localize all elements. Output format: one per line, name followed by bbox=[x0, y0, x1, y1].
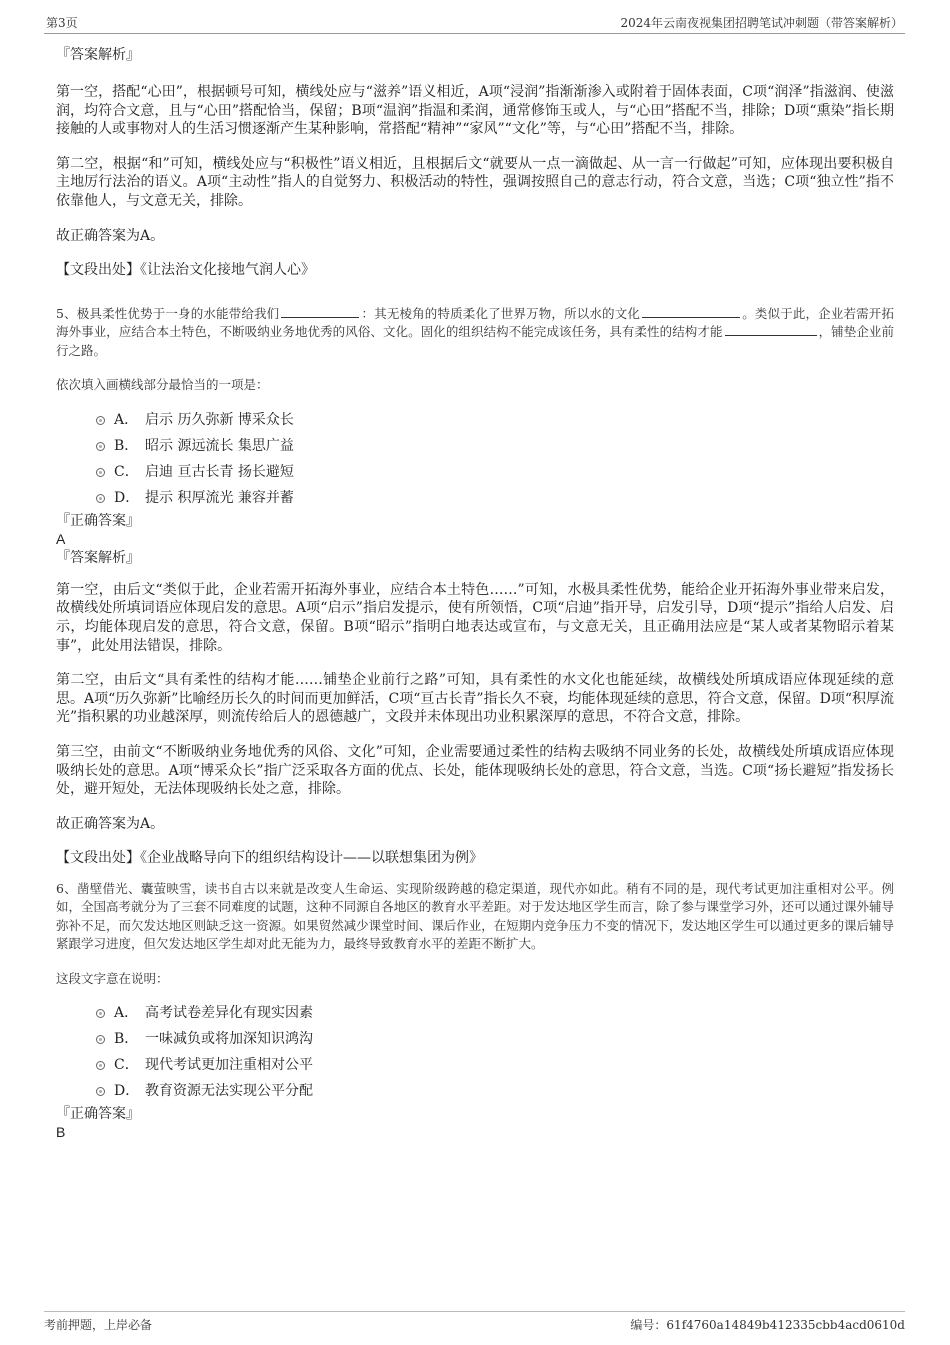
question-prompt: 依次填入画横线部分最恰当的一项是： bbox=[56, 377, 269, 393]
radio-icon[interactable] bbox=[96, 494, 105, 503]
option-d[interactable]: D． 提示 积厚流光 兼容并蓄 bbox=[96, 485, 894, 511]
answer-conclusion: 故正确答案为A。 bbox=[56, 815, 165, 832]
page-footer bbox=[44, 1311, 905, 1334]
document-title: 2024年云南夜视集团招聘笔试冲刺题（带答案解析） bbox=[620, 16, 903, 30]
option-c[interactable]: C． 现代考试更加注重相对公平 bbox=[96, 1052, 894, 1078]
document-id: 编号：61f4760a14849b412335cbb4acd0610d bbox=[630, 1318, 905, 1332]
correct-answer-value: A bbox=[56, 530, 66, 547]
radio-icon[interactable] bbox=[96, 1087, 105, 1096]
source-citation: 【文段出处】《让法治文化接地气润人心》 bbox=[56, 262, 315, 279]
source-citation: 【文段出处】《企业战略导向下的组织结构设计——以联想集团为例》 bbox=[56, 850, 483, 867]
option-d[interactable]: D． 教育资源无法实现公平分配 bbox=[96, 1078, 894, 1104]
fill-blank bbox=[725, 323, 817, 336]
option-a[interactable]: A． 高考试卷差异化有现实因素 bbox=[96, 1000, 894, 1026]
fill-blank bbox=[642, 305, 740, 318]
question-prompt: 这段文字意在说明： bbox=[56, 970, 169, 986]
question-6-options bbox=[96, 1000, 894, 1104]
correct-answer-heading: 『正确答案』 bbox=[56, 512, 140, 529]
analysis-heading: 『答案解析』 bbox=[56, 549, 140, 566]
radio-icon[interactable] bbox=[96, 416, 105, 425]
question-5-options bbox=[96, 407, 894, 511]
radio-icon[interactable] bbox=[96, 1009, 105, 1018]
radio-icon[interactable] bbox=[96, 442, 105, 451]
radio-icon[interactable] bbox=[96, 1061, 105, 1070]
correct-answer-heading: 『正确答案』 bbox=[56, 1106, 140, 1123]
radio-icon[interactable] bbox=[96, 1035, 105, 1044]
analysis-heading: 『答案解析』 bbox=[56, 47, 140, 63]
option-b[interactable]: B． 昭示 源远流长 集思广益 bbox=[96, 433, 894, 459]
option-a[interactable]: A． 启示 历久弥新 博采众长 bbox=[96, 407, 894, 433]
analysis-paragraph: 第一空，搭配“心田”，根据顿号可知，横线处应与“滋养”语义相近，A项“浸润”指渐渐渗入或附着于固体表面，C项“润泽”指滋润、使滋润，均符合文意，且与“心田”搭配恰当，保留；B项“温润”指温和柔润，通常修饰玉或人，与“心田”搭配不当，排除；D项“熏染”指长期接触的人或事物对人的生活习惯逐渐产生某种影响，常搭配“精神”“家风”“文化”等，与“心田”搭配不当，排除。 bbox=[56, 84, 894, 138]
option-b[interactable]: B． 一味减负或将加深知识鸿沟 bbox=[96, 1026, 894, 1052]
fill-blank bbox=[281, 305, 359, 318]
analysis-paragraph: 第一空，由后文“类似于此，企业若需开拓海外事业，应结合本土特色……”可知，水极具柔性优势，能给企业开拓海外事业带来启发，故横线处所填词语应体现启发的意思。A项“启示”指启发提示，使有所领悟，C项“启迪”指开导，启发引导，D项“提示”指给人启发、启示，均能体现启发的意思，符合文意，保留。B项“昭示”指明白地表达或宣布，与文意无关，且正确用法应是“某人或者某物昭示着某事”，此处用法错误，排除。 bbox=[56, 581, 894, 654]
document-body bbox=[56, 45, 894, 1141]
radio-icon[interactable] bbox=[96, 468, 105, 477]
analysis-paragraph: 第二空，根据“和”可知，横线处应与“积极性”语义相近，且根据后文“就要从一点一滴做起、从一言一行做起”可知，应体现出要积极自主地厉行法治的语义。A项“主动性”指人的自觉努力、积极活动的特性，强调按照自己的意志行动，符合文意，当选；C项“独立性”指不依靠他人，与文意无关，排除。 bbox=[56, 155, 894, 209]
correct-answer-value: B bbox=[56, 1124, 66, 1141]
page-number: 第3页 bbox=[46, 16, 78, 30]
page-header bbox=[44, 13, 905, 34]
question-6-stem: 6、凿壁借光、囊萤映雪，读书自古以来就是改变人生命运、实现阶级跨越的稳定渠道，现代亦如此。稍有不同的是，现代考试更加注重相对公平。例如，全国高考就分为了三套不同难度的试题，这种不同源自各地区的教育水平差距。对于发达地区学生而言，除了参与课堂学习外，还可以通过课外辅导弥补不足，而欠发达地区则缺乏这一资源。如果贸然减少课堂时间、课后作业，在短期内竞争压力不变的情况下，发达地区学生可以通过更多的课后辅导紧跟学习进度，但欠发达地区学生却对此无能为力，最终导致教育水平的差距不断扩大。 bbox=[56, 880, 894, 952]
option-c[interactable]: C． 启迪 亘古长青 扬长避短 bbox=[96, 459, 894, 485]
analysis-paragraph: 第三空，由前文“不断吸纳业务地优秀的风俗、文化”可知，企业需要通过柔性的结构去吸纳不同业务的长处，故横线处所填成语应体现吸纳长处的意思。A项“博采众长”指广泛采取各方面的优点、长处，能体现吸纳长处的意思，符合文意，当选。C项“扬长避短”指发扬长处，避开短处，无法体现吸纳长处之意，排除。 bbox=[56, 743, 894, 798]
answer-conclusion: 故正确答案为A。 bbox=[56, 227, 165, 244]
footer-slogan: 考前押题，上岸必备 bbox=[44, 1318, 153, 1332]
question-5-stem: 5、极具柔性优势于一身的水能带给我们 ：其无棱角的特质柔化了世界万物，所以水的文化 。类似于此，企业若需开拓海外事业，应结合本土特色，不断吸纳业务地优秀的风俗、文化。固化的组织结构不能完成该任务，具有柔性的结构才能 ，铺垫企业前行之路。 bbox=[56, 305, 894, 358]
analysis-paragraph: 第二空，由后文“具有柔性的结构才能……铺垫企业前行之路”可知，具有柔性的水文化也能延续，故横线处所填成语应体现延续的意思。A项“历久弥新”比喻经历长久的时间而更加鲜活，C项“亘古长青”指长久不衰，均能体现延续的意思，符合文意，保留。D项“积厚流光”指积累的功业越深厚，则流传给后人的恩德越广，文段并未体现出功业积累深厚的意思，不符合文意，排除。 bbox=[56, 672, 894, 726]
